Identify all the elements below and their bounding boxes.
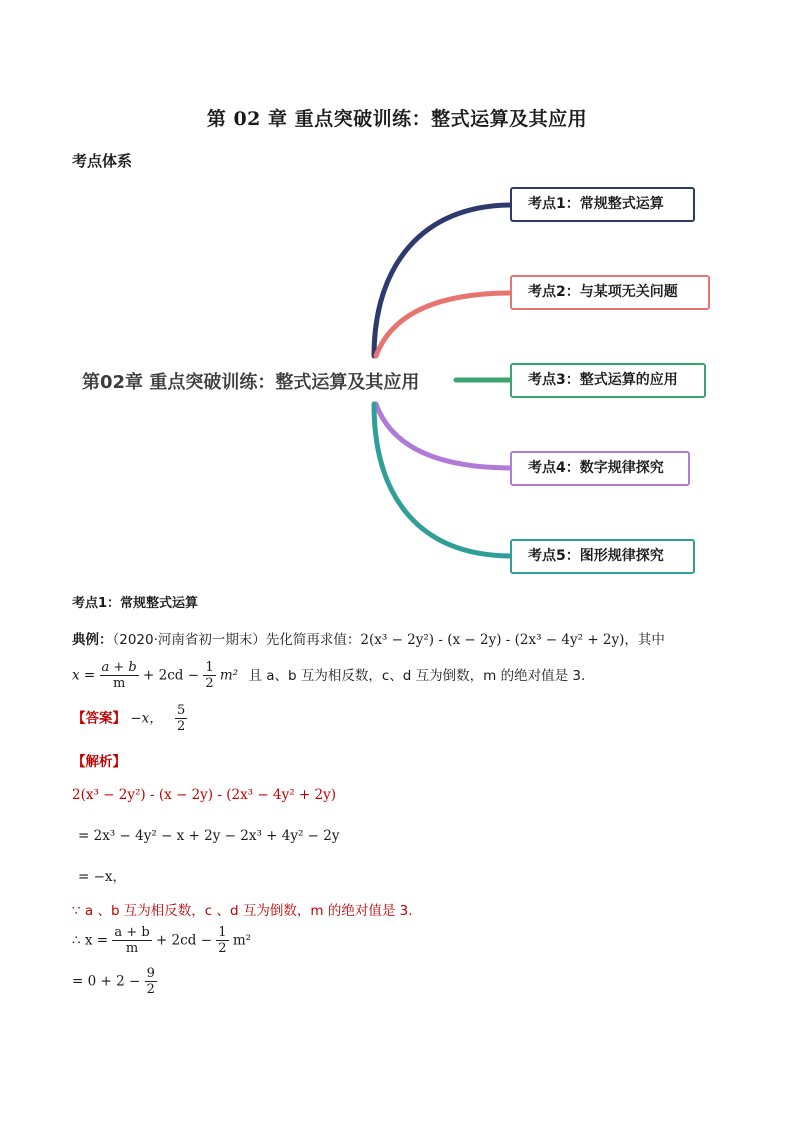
- fraction-nine-halves: [145, 966, 157, 997]
- mindmap-node-5: 考点5：图形规律探究: [510, 539, 695, 574]
- mindmap-node-2: 考点2：与某项无关问题: [510, 275, 710, 310]
- because-line: ∵ a 、b 互为相反数，c 、d 互为倒数，m 的绝对值是 3.: [72, 903, 413, 919]
- answer-fraction: [175, 703, 187, 734]
- therefore-mid: + 2cd −: [155, 932, 212, 949]
- fraction-one-half-2: [216, 925, 228, 956]
- mindmap-central-topic: 第02章 重点突破训练：整式运算及其应用: [82, 372, 420, 393]
- fraction-one-half: [203, 660, 215, 691]
- therefore-prefix: ∴ x =: [72, 932, 109, 949]
- x-def-prefix: x =: [72, 667, 96, 684]
- frac-den: m: [125, 941, 139, 956]
- frac-den: 2: [146, 982, 155, 997]
- frac-den: m: [112, 676, 126, 691]
- mindmap-node-4: 考点4：数字规律探究: [510, 451, 690, 486]
- connector-4: [376, 404, 512, 468]
- connector-5: [374, 404, 512, 556]
- x-def-m2: m²: [219, 667, 239, 684]
- connector-1: [374, 205, 512, 356]
- answer-line: [72, 703, 187, 734]
- condition-text: 且 a、b 互为相反数，c、d 互为倒数，m 的绝对值是 3.: [248, 667, 586, 684]
- mindmap-node-1: 考点1：常规整式运算: [510, 187, 695, 222]
- answer-value: −x，: [130, 710, 163, 727]
- fraction-a-plus-b-over-m-2: [112, 925, 151, 956]
- example-label: 典例：: [72, 632, 113, 648]
- frac-den: 2: [205, 676, 214, 691]
- section-heading: 考点体系: [72, 152, 133, 170]
- fraction-a-plus-b-over-m: [100, 660, 139, 691]
- frac-den: 2: [218, 941, 227, 956]
- example-expression: 2(x³ − 2y²) - (x − 2y) - (2x³ − 4y² + 2y)，其中: [360, 632, 665, 648]
- mindmap: [0, 168, 794, 588]
- mindmap-node-3: 考点3：整式运算的应用: [510, 363, 706, 398]
- solution-step-1: 2(x³ − 2y²) - (x − 2y) - (2x³ − 4y² + 2y): [72, 787, 336, 803]
- analysis-label: 【解析】: [72, 754, 126, 770]
- final-prefix: = 0 + 2 −: [72, 973, 141, 990]
- therefore-line: [72, 925, 251, 956]
- x-definition: [72, 660, 585, 691]
- frac-den: 2: [177, 719, 186, 734]
- therefore-m2: m²: [232, 932, 252, 949]
- frac-num: 9: [146, 966, 155, 981]
- example-source: （2020·河南省初一期末）先化简再求值：: [112, 632, 361, 648]
- final-line: [72, 966, 157, 997]
- connector-2: [376, 293, 512, 356]
- solution-step-3: = −x，: [78, 869, 127, 885]
- answer-label: 【答案】: [72, 710, 126, 727]
- frac-num: a + b: [101, 660, 137, 675]
- frac-num: 5: [177, 703, 186, 718]
- frac-num: 1: [205, 660, 214, 675]
- solution-step-2: = 2x³ − 4y² − x + 2y − 2x³ + 4y² − 2y: [78, 828, 340, 844]
- frac-num: a + b: [114, 925, 150, 940]
- example-line: [72, 628, 665, 648]
- page-title: 第 02 章 重点突破训练：整式运算及其应用: [206, 108, 588, 130]
- topic1-heading: 考点1：常规整式运算: [72, 596, 199, 611]
- x-def-mid: + 2cd −: [143, 667, 200, 684]
- frac-num: 1: [218, 925, 227, 940]
